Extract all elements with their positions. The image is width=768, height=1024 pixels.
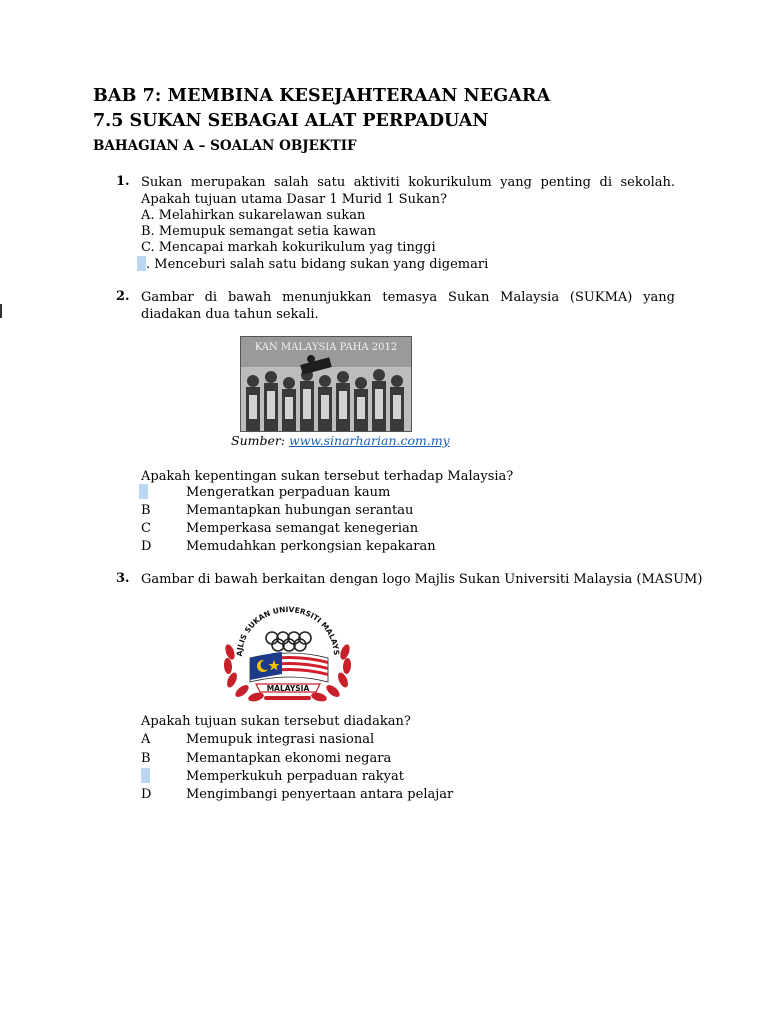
photo-source (231, 433, 450, 448)
question-3-option-a: Memupuk integrasi nasional (186, 732, 375, 747)
question-3-prompt: Apakah tujuan sukan tersebut diadakan? (141, 714, 411, 729)
question-2-option-b: Memantapkan hubungan serantau (186, 503, 414, 518)
question-2-option-d-letter: D (141, 539, 152, 554)
question-2-option-d: Memudahkan perkongsian kepakaran (186, 539, 436, 554)
question-3-option-b-letter: B (141, 751, 151, 766)
page-edge-mark (0, 304, 2, 318)
logo-arc-text: AJLIS SUKAN UNIVERSITI MALAYS (234, 604, 342, 657)
question-2-option-c: Memperkasa semangat kenegerian (186, 521, 419, 536)
question-1-text: Sukan merupakan salah satu aktiviti kokurikulum yang penting di sekolah. Apakah tujuan utama Dasar 1 Murid 1 Sukan? (141, 175, 675, 207)
question-3-option-c: Memperkukuh perpaduan rakyat (186, 769, 404, 784)
source-label: Sumber: (231, 433, 290, 448)
sukma-photo (240, 336, 412, 432)
question-1-option-a: A. Melahirkan sukarelawan sukan (141, 208, 366, 223)
question-3-option-b: Memantapkan ekonomi negara (186, 751, 392, 766)
question-2-option-c-letter: C (141, 521, 151, 536)
question-2-text: Gambar di bawah menunjukkan temasya Sukan Malaysia (SUKMA) yang diadakan dua tahun sekali. (141, 290, 675, 322)
text-highlight (139, 484, 148, 499)
section-title: BAHAGIAN A – SOALAN OBJEKTIF (93, 138, 357, 154)
question-2-option-b-letter: B (141, 503, 151, 518)
question-1-option-d (137, 256, 488, 273)
subchapter-title: 7.5 SUKAN SEBAGAI ALAT PERPADUAN (93, 111, 489, 131)
question-2-option-a: Mengeratkan perpaduan kaum (186, 485, 391, 500)
text-highlight (137, 256, 146, 271)
question-3-number: 3. (116, 571, 130, 586)
question-1-option-b: B. Memupuk semangat setia kawan (141, 224, 376, 239)
question-2-option-a-letter (139, 484, 148, 501)
logo-banner-text: MALAYSIA (266, 684, 310, 693)
question-1-option-c: C. Mencapai markah kokurikulum yag tinggi (141, 240, 436, 255)
masum-logo-image (220, 600, 355, 702)
question-3-option-a-letter: A (141, 732, 151, 747)
question-3-option-c-letter (141, 768, 150, 785)
question-1-option-d-text: . Menceburi salah satu bidang sukan yang digemari (146, 257, 489, 272)
question-2-number: 2. (116, 289, 130, 304)
question-3-text: Gambar di bawah berkaitan dengan logo Majlis Sukan Universiti Malaysia (MASUM) (141, 572, 703, 587)
text-highlight (141, 768, 150, 783)
photo-banner-text: KAN MALAYSIA PAHA 2012 (254, 342, 398, 353)
source-link[interactable]: www.sinarharian.com.my (289, 433, 450, 448)
question-2-prompt: Apakah kepentingan sukan tersebut terhadap Malaysia? (141, 469, 514, 484)
question-3-option-d: Mengimbangi penyertaan antara pelajar (186, 787, 454, 802)
sukma-photo-image (241, 337, 411, 431)
chapter-title: BAB 7: MEMBINA KESEJAHTERAAN NEGARA (93, 86, 551, 106)
question-3-option-d-letter: D (141, 787, 152, 802)
question-1-number: 1. (116, 174, 130, 189)
masum-logo (220, 600, 355, 702)
